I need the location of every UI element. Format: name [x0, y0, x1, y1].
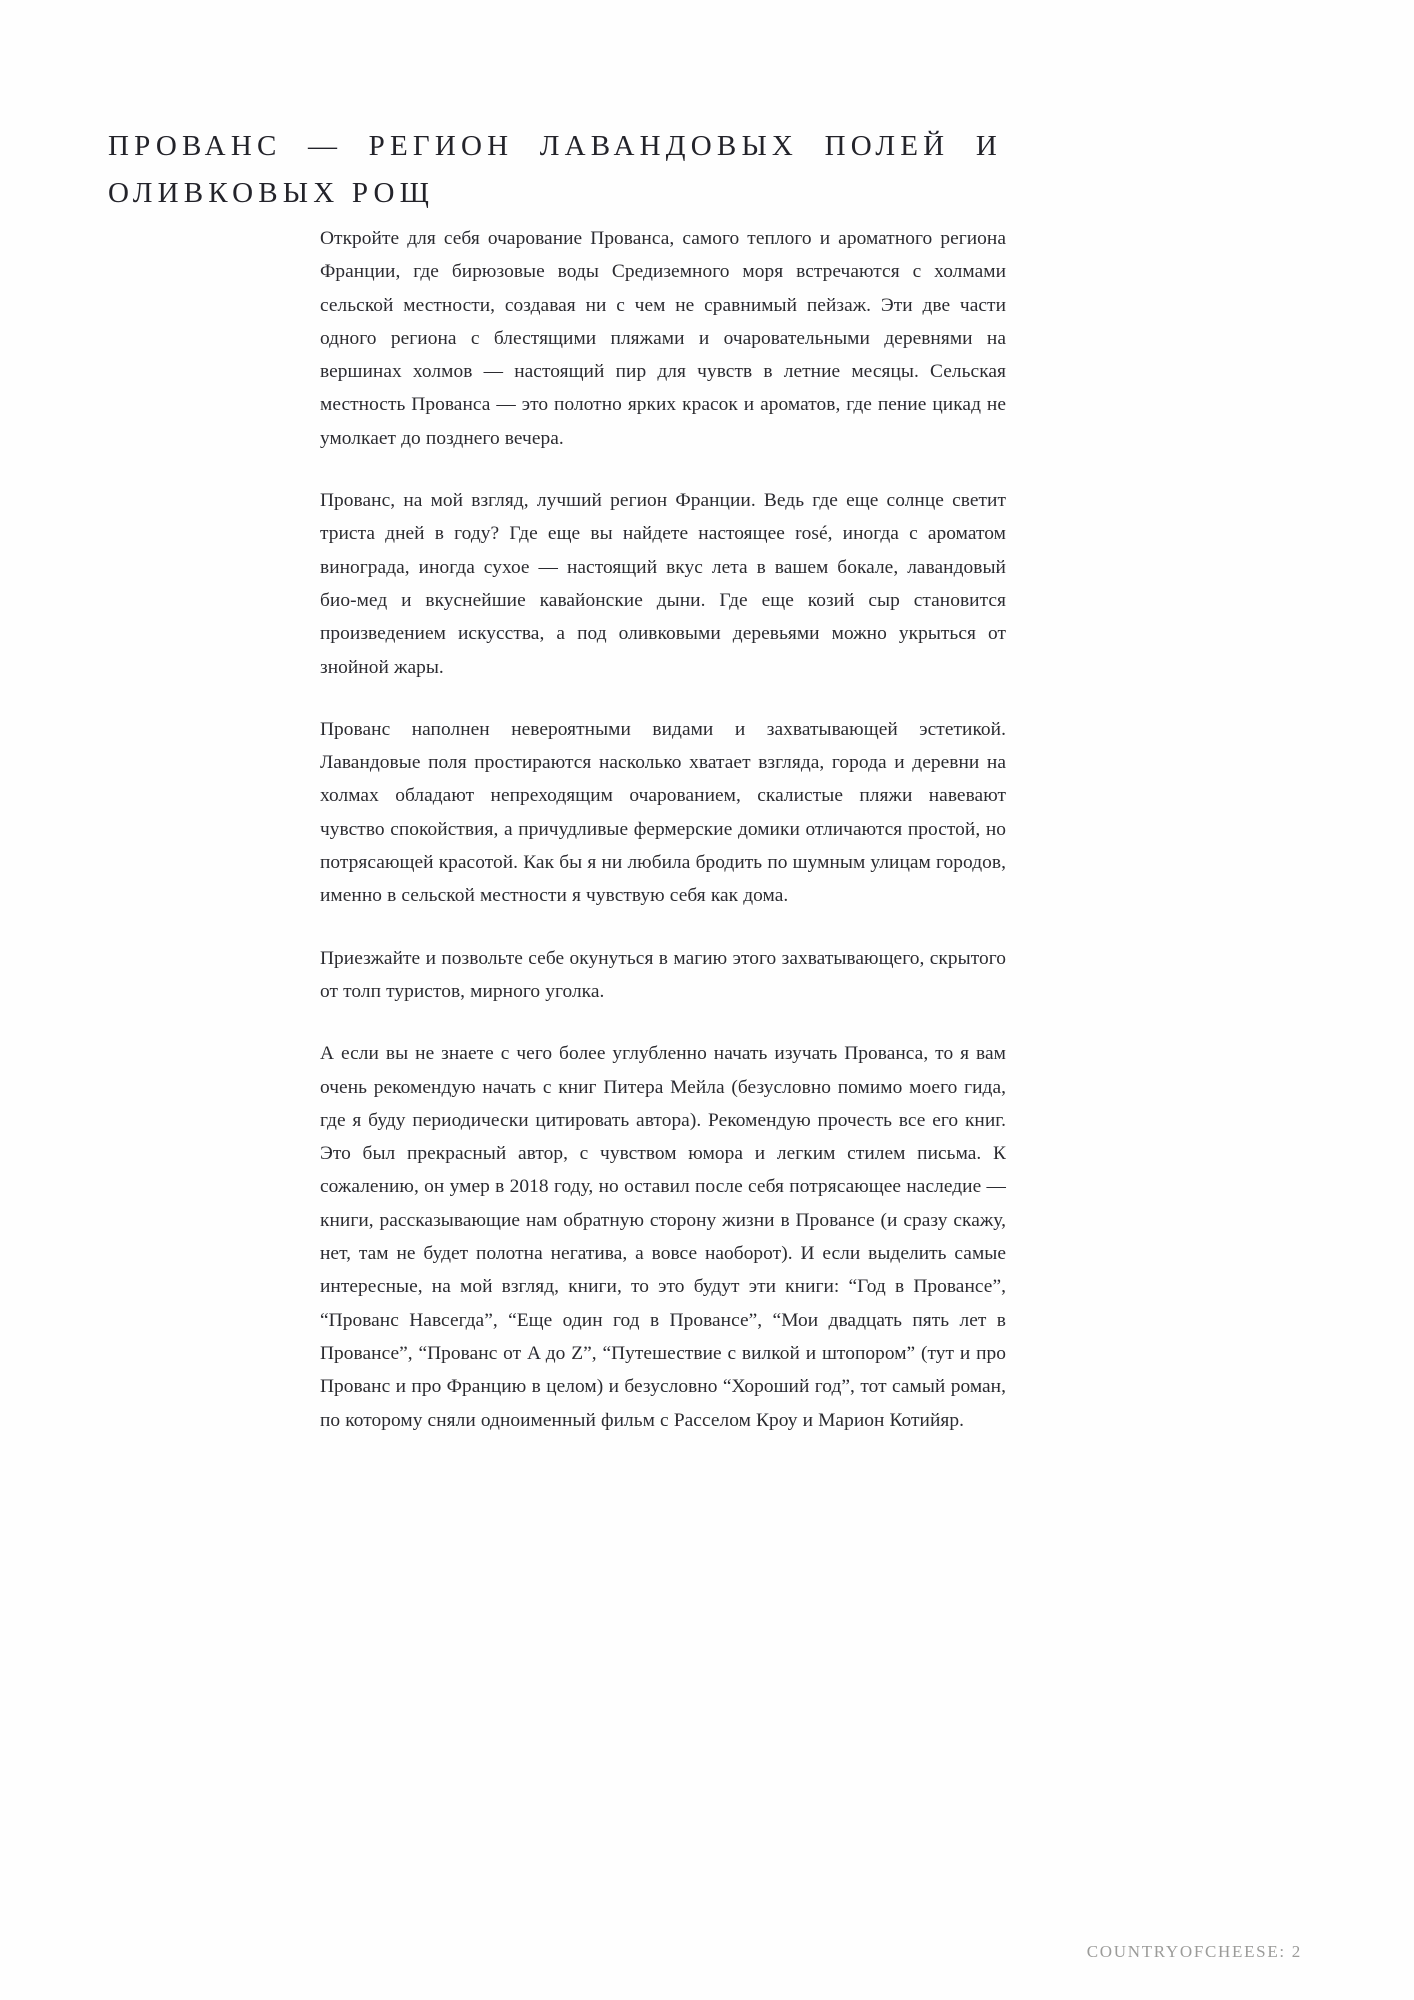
title-word: И	[975, 130, 1002, 163]
body-text-column	[320, 222, 1006, 1437]
page-footer	[1087, 1942, 1302, 1962]
paragraph: Откройте для себя очарование Прованса, самого теплого и ароматного региона Франции, где бирюзовые воды Средиземного моря встречаются с холмами сельской местности, создавая ни с чем не сравнимый пейзаж. Эти две части одного региона с блестящими пляжами и очаровательными деревнями на вершинах холмов — настоящий пир для чувств в летние месяцы. Сельская местность Прованса — это полотно ярких красок и ароматов, где пение цикад не умолкает до позднего вечера.	[320, 228, 1006, 449]
footer-brand: COUNTRYOFCHEESE:	[1086, 1942, 1286, 1961]
title-word: РЕГИОН	[368, 130, 514, 163]
title-word: ПРОВАНС	[108, 130, 282, 163]
page-title-line-2: ОЛИВКОВЫХ РОЩ	[108, 177, 435, 210]
paragraph: Прованс, на мой взгляд, лучший регион Франции. Ведь где еще солнце светит триста дней в году? Где еще вы найдете настоящее rosé, иногда с ароматом винограда, иногда сухое — настоящий вкус лета в вашем бокале, лавандовый био-мед и вкуснейшие кавайонские дыни. Где еще козий сыр становится произведением искусства, а под оливковыми деревьями можно укрыться от знойной жары.	[320, 490, 1006, 678]
page-title	[108, 123, 1008, 217]
footer-page-number: 2	[1291, 1942, 1302, 1961]
paragraph: Прованс наполнен невероятными видами и захватывающей эстетикой. Лавандовые поля простираются насколько хватает взгляда, города и деревни на холмах обладают непреходящим очарованием, скалистые пляжи навевают чувство спокойствия, а причудливые фермерские домики отличаются простой, но потрясающей красотой. Как бы я ни любила бродить по шумным улицам городов, именно в сельской местности я чувствую себя как дома.	[320, 718, 1006, 907]
paragraph: Приезжайте и позвольте себе окунуться в магию этого захватывающего, скрытого от толп туристов, мирного уголка.	[320, 947, 1006, 1002]
page-title-line-1	[108, 123, 1002, 170]
paragraph: А если вы не знаете с чего более углубленно начать изучать Прованса, то я вам очень рекомендую начать с книг Питера Мейла (безусловно помимо моего гида, где я буду периодически цитировать автора). Рекомендую прочесть все его книг. Это был прекрасный автор, с чувством юмора и легким стилем письма. К сожалению, он умер в 2018 году, но оставил после себя потрясающее наследие — книги, рассказывающие нам обратную сторону жизни в Провансе (и сразу скажу, нет, там не будет полотна негатива, а вовсе наоборот). И если выделить самые интересные, на мой взгляд, книги, то это будут эти книги: “Год в Провансе”, “Прованс Навсегда”, “Еще один год в Провансе”, “Мои двадцать пять лет в Провансе”, “Прованс от A до Z”, “Путешествие с вилкой и штопором” (тут и про Прованс и про Францию в целом) и безусловно “Хороший год”, тот самый роман, по которому сняли одноименный фильм с Расселом Кроу и Марион Котийяр.	[320, 1043, 1006, 1431]
title-word: —	[307, 130, 343, 163]
title-word: ПОЛЕЙ	[824, 130, 950, 163]
title-word: ЛАВАНДОВЫХ	[539, 130, 799, 163]
